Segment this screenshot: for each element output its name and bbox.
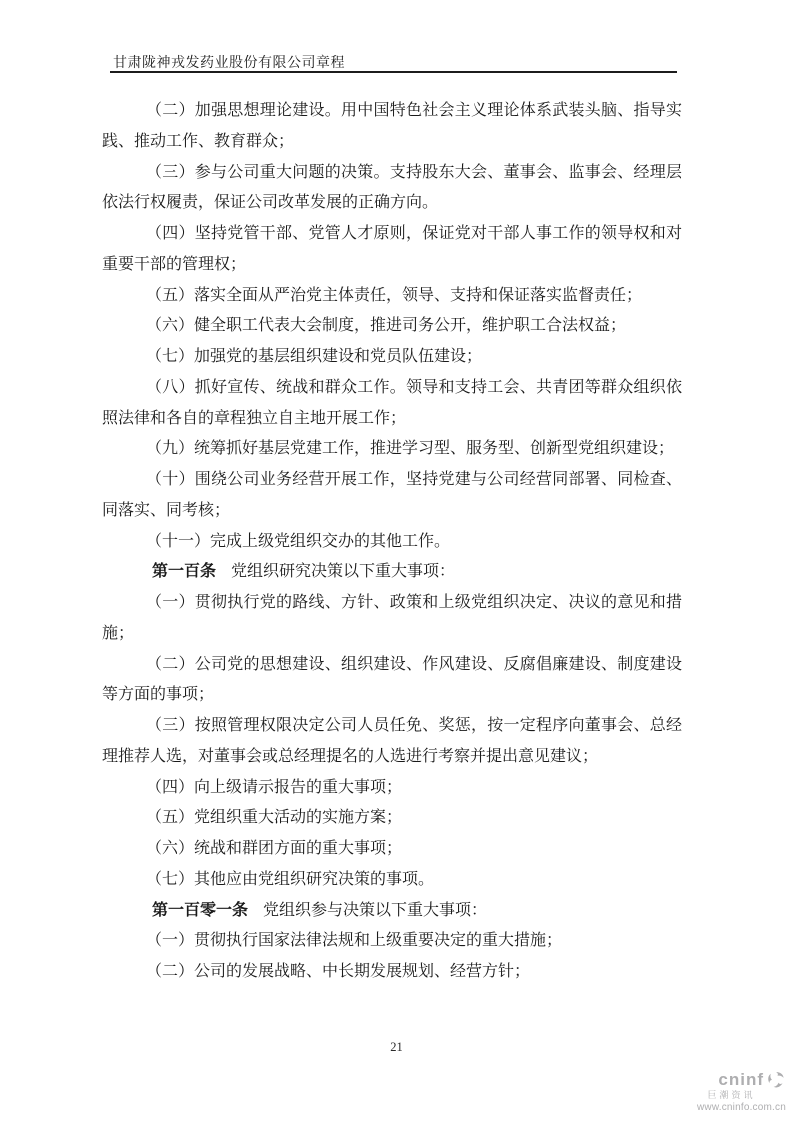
body-paragraph [102,465,682,527]
body-paragraph [102,527,682,558]
cninfo-brand-text: cninf [718,1070,764,1089]
paragraph-text: （六）统战和群团方面的重大事项； [146,840,403,857]
paragraph-text: （二）公司的发展战略、中长期发展规划、经营方针； [146,963,531,980]
body-paragraph [102,926,682,957]
cninfo-chinese-name: 巨潮资讯 [707,1090,756,1100]
body-paragraph [102,588,682,650]
paragraph-text: （十）围绕公司业务经营开展工作，坚持党建与公司经营同部署、同检查、同落实、同考核； [102,471,682,519]
paragraph-text: （五）落实全面从严治党主体责任，领导、支持和保证落实监督责任； [146,286,643,304]
body-paragraph [102,957,682,988]
paragraph-text: （六）健全职工代表大会制度，推进司务公开，维护职工合法权益； [146,317,627,335]
document-header-title: 甘肃陇神戎发药业股份有限公司章程 [113,56,345,71]
body-paragraph [102,834,682,865]
cninfo-url: www.cninfo.com.cn [697,1102,786,1113]
article-number: 第一百条 [152,563,217,581]
article-number: 第一百零一条 [152,901,249,919]
paragraph-text: 党组织参与决策以下重大事项： [263,901,488,919]
article-heading-paragraph [102,896,682,927]
body-paragraph [102,773,682,804]
paragraph-text: （二）加强思想理论建设。用中国特色社会主义理论体系武装头脑、指导实践、推动工作、教育群众； [102,102,682,150]
body-paragraph [102,281,682,312]
paragraph-text: 党组织研究决策以下重大事项： [231,563,456,581]
paragraph-text: （一）贯彻执行国家法律法规和上级重要决定的重大措施； [146,932,563,950]
cninfo-brand-row [697,1070,786,1089]
body-paragraph [102,711,682,773]
body-paragraph [102,311,682,342]
body-paragraph [102,158,682,220]
header-rule [110,71,677,73]
paragraph-text: （四）向上级请示报告的重大事项； [146,778,403,796]
cninfo-watermark [697,1070,786,1113]
document-body [102,96,682,988]
article-heading-paragraph [102,557,682,588]
paragraph-text: （十一）完成上级党组织交办的其他工作。 [146,532,451,550]
paragraph-text: （一）贯彻执行党的路线、方针、政策和上级党组织决定、决议的意见和措施； [102,594,682,642]
paragraph-text: （二）公司党的思想建设、组织建设、作风建设、反腐倡廉建设、制度建设等方面的事项； [102,655,682,704]
body-paragraph [102,803,682,834]
paragraph-text: （七）加强党的基层组织建设和党员队伍建设； [146,348,483,365]
body-paragraph [102,434,682,465]
cninfo-swirl-icon [766,1070,786,1089]
paragraph-text: （三）参与公司重大问题的决策。支持股东大会、董事会、监事会、经理层依法行权履责，保证公司改革发展的正确方向。 [102,163,682,212]
paragraph-text: （五）党组织重大活动的实施方案； [146,809,403,827]
paragraph-text: （三）按照管理权限决定公司人员任免、奖惩，按一定程序向董事会、总经理推荐人选，对董事会或总经理提名的人选进行考察并提出意见建议； [102,717,682,765]
paragraph-text: （九）统筹抓好基层党建工作，推进学习型、服务型、创新型党组织建设； [146,440,675,458]
body-paragraph [102,342,682,373]
body-paragraph [102,373,682,435]
paragraph-text: （四）坚持党管干部、党管人才原则，保证党对干部人事工作的领导权和对重要干部的管理权； [102,225,682,273]
page-number: 21 [390,1040,403,1054]
paragraph-text: （八）抓好宣传、统战和群众工作。领导和支持工会、共青团等群众组织依照法律和各自的章程独立自主地开展工作； [102,378,682,427]
body-paragraph [102,96,682,158]
paragraph-text: （七）其他应由党组织研究决策的事项。 [146,870,435,888]
body-paragraph [102,865,682,896]
body-paragraph [102,650,682,712]
body-paragraph [102,219,682,281]
